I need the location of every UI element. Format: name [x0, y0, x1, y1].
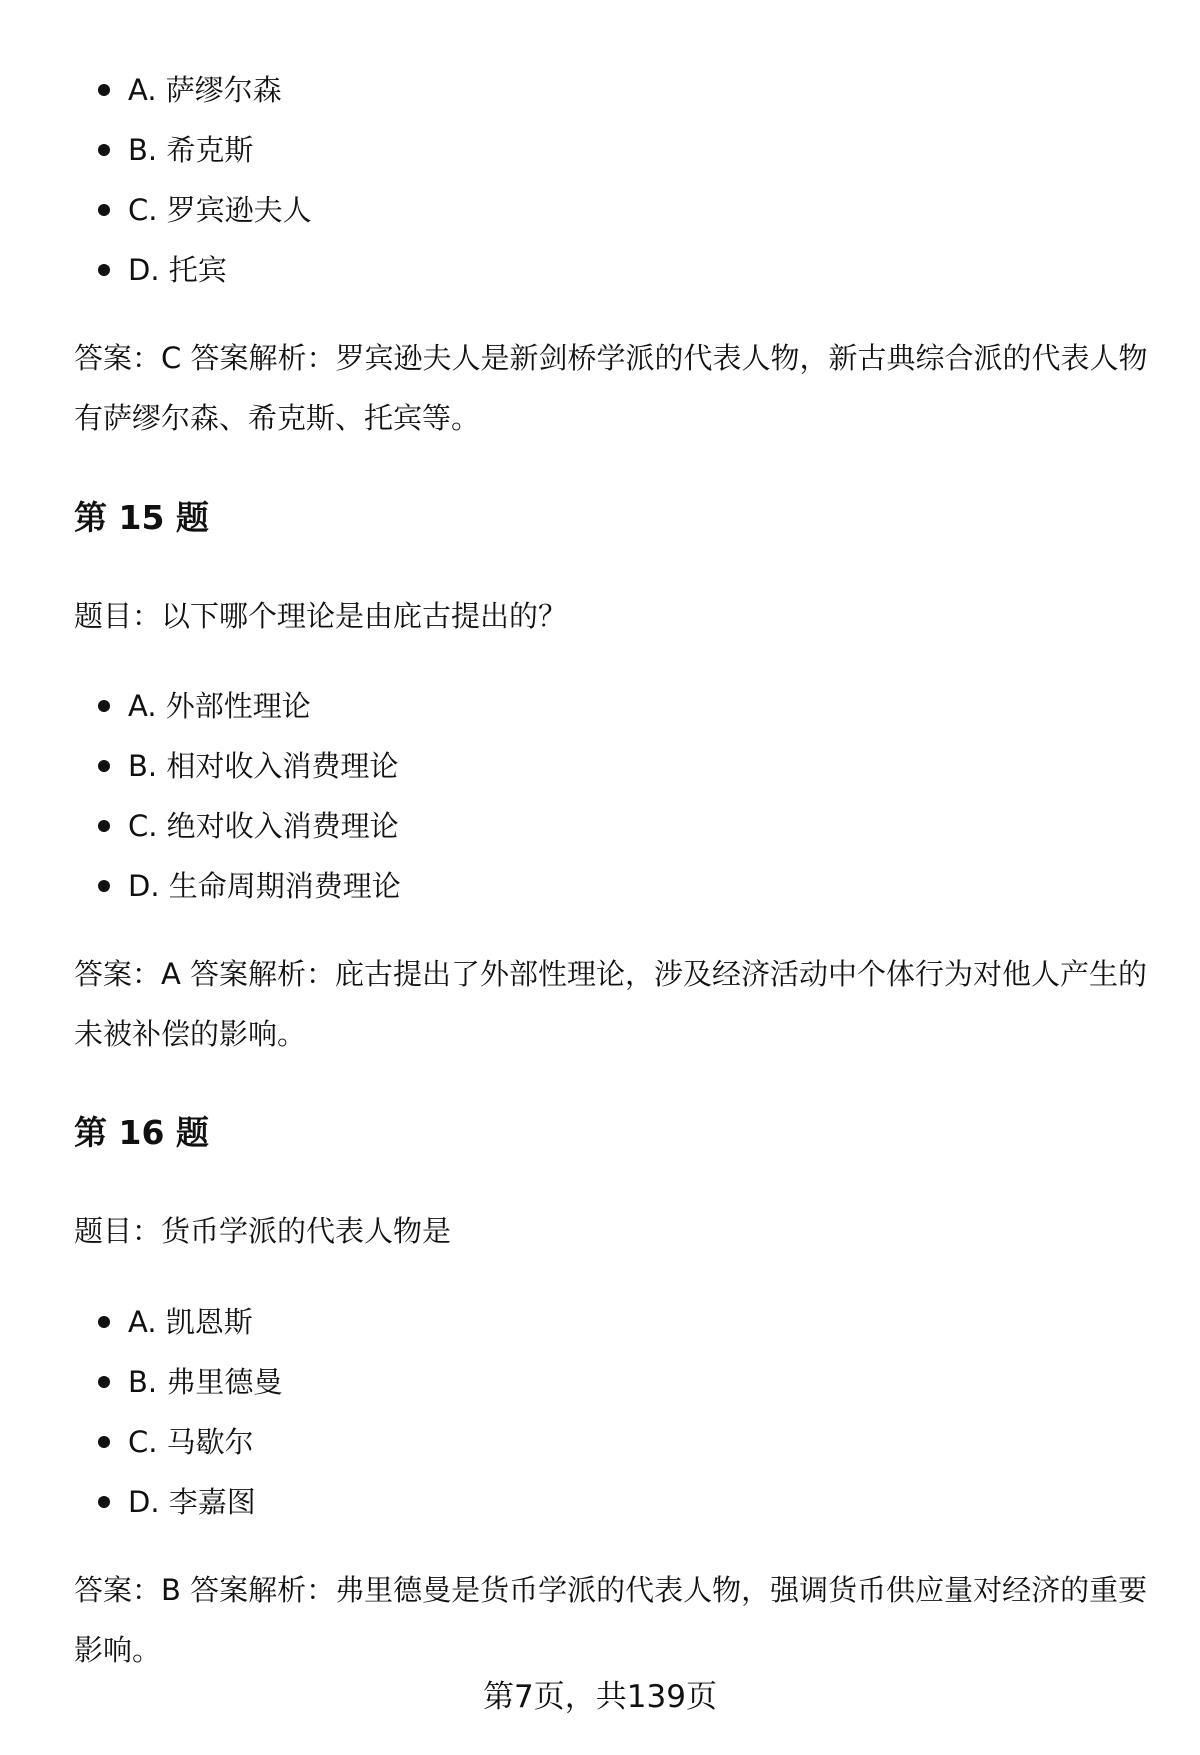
- option-d: [0, 1472, 1200, 1532]
- option-label: B. 希克斯: [128, 133, 254, 167]
- question-15-heading: 第 15 题: [74, 498, 209, 537]
- question-15-answer: 答案：A 答案解析：庇古提出了外部性理论，涉及经济活动中个体行为对他人产生的未被补偿的影响。: [74, 957, 1148, 1051]
- bullet-icon: [98, 204, 110, 216]
- bullet-icon: [98, 760, 110, 772]
- option-label: D. 生命周期消费理论: [128, 869, 401, 903]
- option-d: [0, 856, 1200, 916]
- option-label: A. 凯恩斯: [128, 1305, 253, 1339]
- option-label: D. 托宾: [128, 253, 227, 287]
- question-16-text: 题目：货币学派的代表人物是: [74, 1214, 452, 1248]
- option-c: [0, 1412, 1200, 1472]
- option-label: C. 绝对收入消费理论: [128, 809, 399, 843]
- option-label: A. 外部性理论: [128, 689, 311, 723]
- question-16-heading: 第 16 题: [74, 1113, 209, 1152]
- bullet-icon: [98, 264, 110, 276]
- bullet-icon: [98, 1316, 110, 1328]
- option-label: B. 相对收入消费理论: [128, 749, 399, 783]
- option-b: [0, 120, 1200, 180]
- option-a: [0, 676, 1200, 736]
- option-label: A. 萨缪尔森: [128, 73, 282, 107]
- option-label: B. 弗里德曼: [128, 1365, 283, 1399]
- page-number: 第7页，共139页: [483, 1679, 717, 1715]
- bullet-icon: [98, 820, 110, 832]
- bullet-icon: [98, 1496, 110, 1508]
- option-a: [0, 1292, 1200, 1352]
- question-15-text: 题目：以下哪个理论是由庇古提出的？: [74, 599, 568, 633]
- option-b: [0, 1352, 1200, 1412]
- question-16-answer: 答案：B 答案解析：弗里德曼是货币学派的代表人物，强调货币供应量对经济的重要影响。: [74, 1573, 1148, 1667]
- question-16-options: [0, 1292, 1200, 1532]
- bullet-icon: [98, 1436, 110, 1448]
- bullet-icon: [98, 144, 110, 156]
- option-a: [0, 60, 1200, 120]
- option-d: [0, 240, 1200, 300]
- bullet-icon: [98, 1376, 110, 1388]
- option-b: [0, 736, 1200, 796]
- prev-answer-explanation: 答案：C 答案解析：罗宾逊夫人是新剑桥学派的代表人物，新古典综合派的代表人物有萨缪尔森、希克斯、托宾等。: [74, 341, 1148, 435]
- bullet-icon: [98, 880, 110, 892]
- option-c: [0, 180, 1200, 240]
- question-15-options: [0, 676, 1200, 916]
- prev-question-options: [0, 60, 1200, 300]
- option-label: C. 罗宾逊夫人: [128, 193, 312, 227]
- option-label: C. 马歇尔: [128, 1425, 254, 1459]
- option-label: D. 李嘉图: [128, 1485, 256, 1519]
- bullet-icon: [98, 700, 110, 712]
- option-c: [0, 796, 1200, 856]
- bullet-icon: [98, 84, 110, 96]
